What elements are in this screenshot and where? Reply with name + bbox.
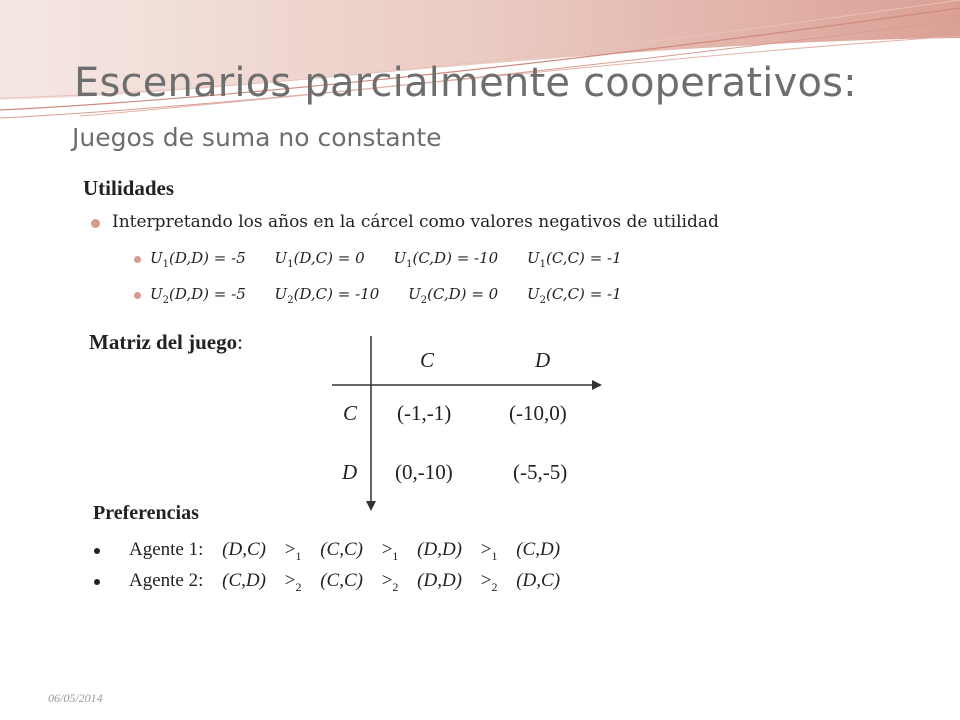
slide-subtitle: Juegos de suma no constante <box>72 123 442 152</box>
cell-cd: (-10,0) <box>509 401 567 425</box>
slide-title: Escenarios parcialmente cooperativos: <box>74 60 857 106</box>
cell-dd: (-5,-5) <box>513 460 568 484</box>
u1-4: $U_1(C,C) = -1$ <box>526 249 622 270</box>
preferencias-heading: Preferencias <box>93 502 199 524</box>
utilidades-heading: Utilidades <box>83 176 175 200</box>
u2-4: $U_2(C,C) = -1$ <box>526 285 622 306</box>
u2-3: $U_2(C,D) = 0$ <box>408 285 499 306</box>
u2-1: $U_2(D,D) = -5$ <box>150 285 246 306</box>
agente2-line: Agente 2: $(C,D) >_2$ $(C,C) >_2$ $(D,D) >_2$ (D,C) <box>129 570 561 594</box>
col-header-d: D <box>535 348 551 372</box>
agente1-line: Agente 1: $(D,C) >_1$ $(C,C) >_1$ $(D,D) >_1$ (C,D) <box>129 539 561 563</box>
u1-2: $U_1(D,C) = 0$ <box>274 249 365 270</box>
utilidades-bullet: Interpretando los años en la cárcel como valores negativos de utilidad <box>112 212 719 232</box>
row-header-c: C <box>343 401 358 425</box>
u1-3: $U_1(C,D) = -10$ <box>393 249 499 270</box>
slide-date: 06/05/2014 <box>48 691 103 705</box>
matriz-heading: Matriz del juego: <box>89 330 243 354</box>
u1-1: $U_1(D,D) = -5$ <box>150 249 246 270</box>
cell-dc: (0,-10) <box>395 460 453 484</box>
u2-2: $U_2(D,C) = -10$ <box>274 285 380 306</box>
col-header-c: C <box>420 348 435 372</box>
cell-cc: (-1,-1) <box>397 401 452 425</box>
bullet-dot-agente1 <box>94 548 100 554</box>
row-header-d: D <box>342 460 358 484</box>
bullet-dot-agente2 <box>94 579 100 585</box>
